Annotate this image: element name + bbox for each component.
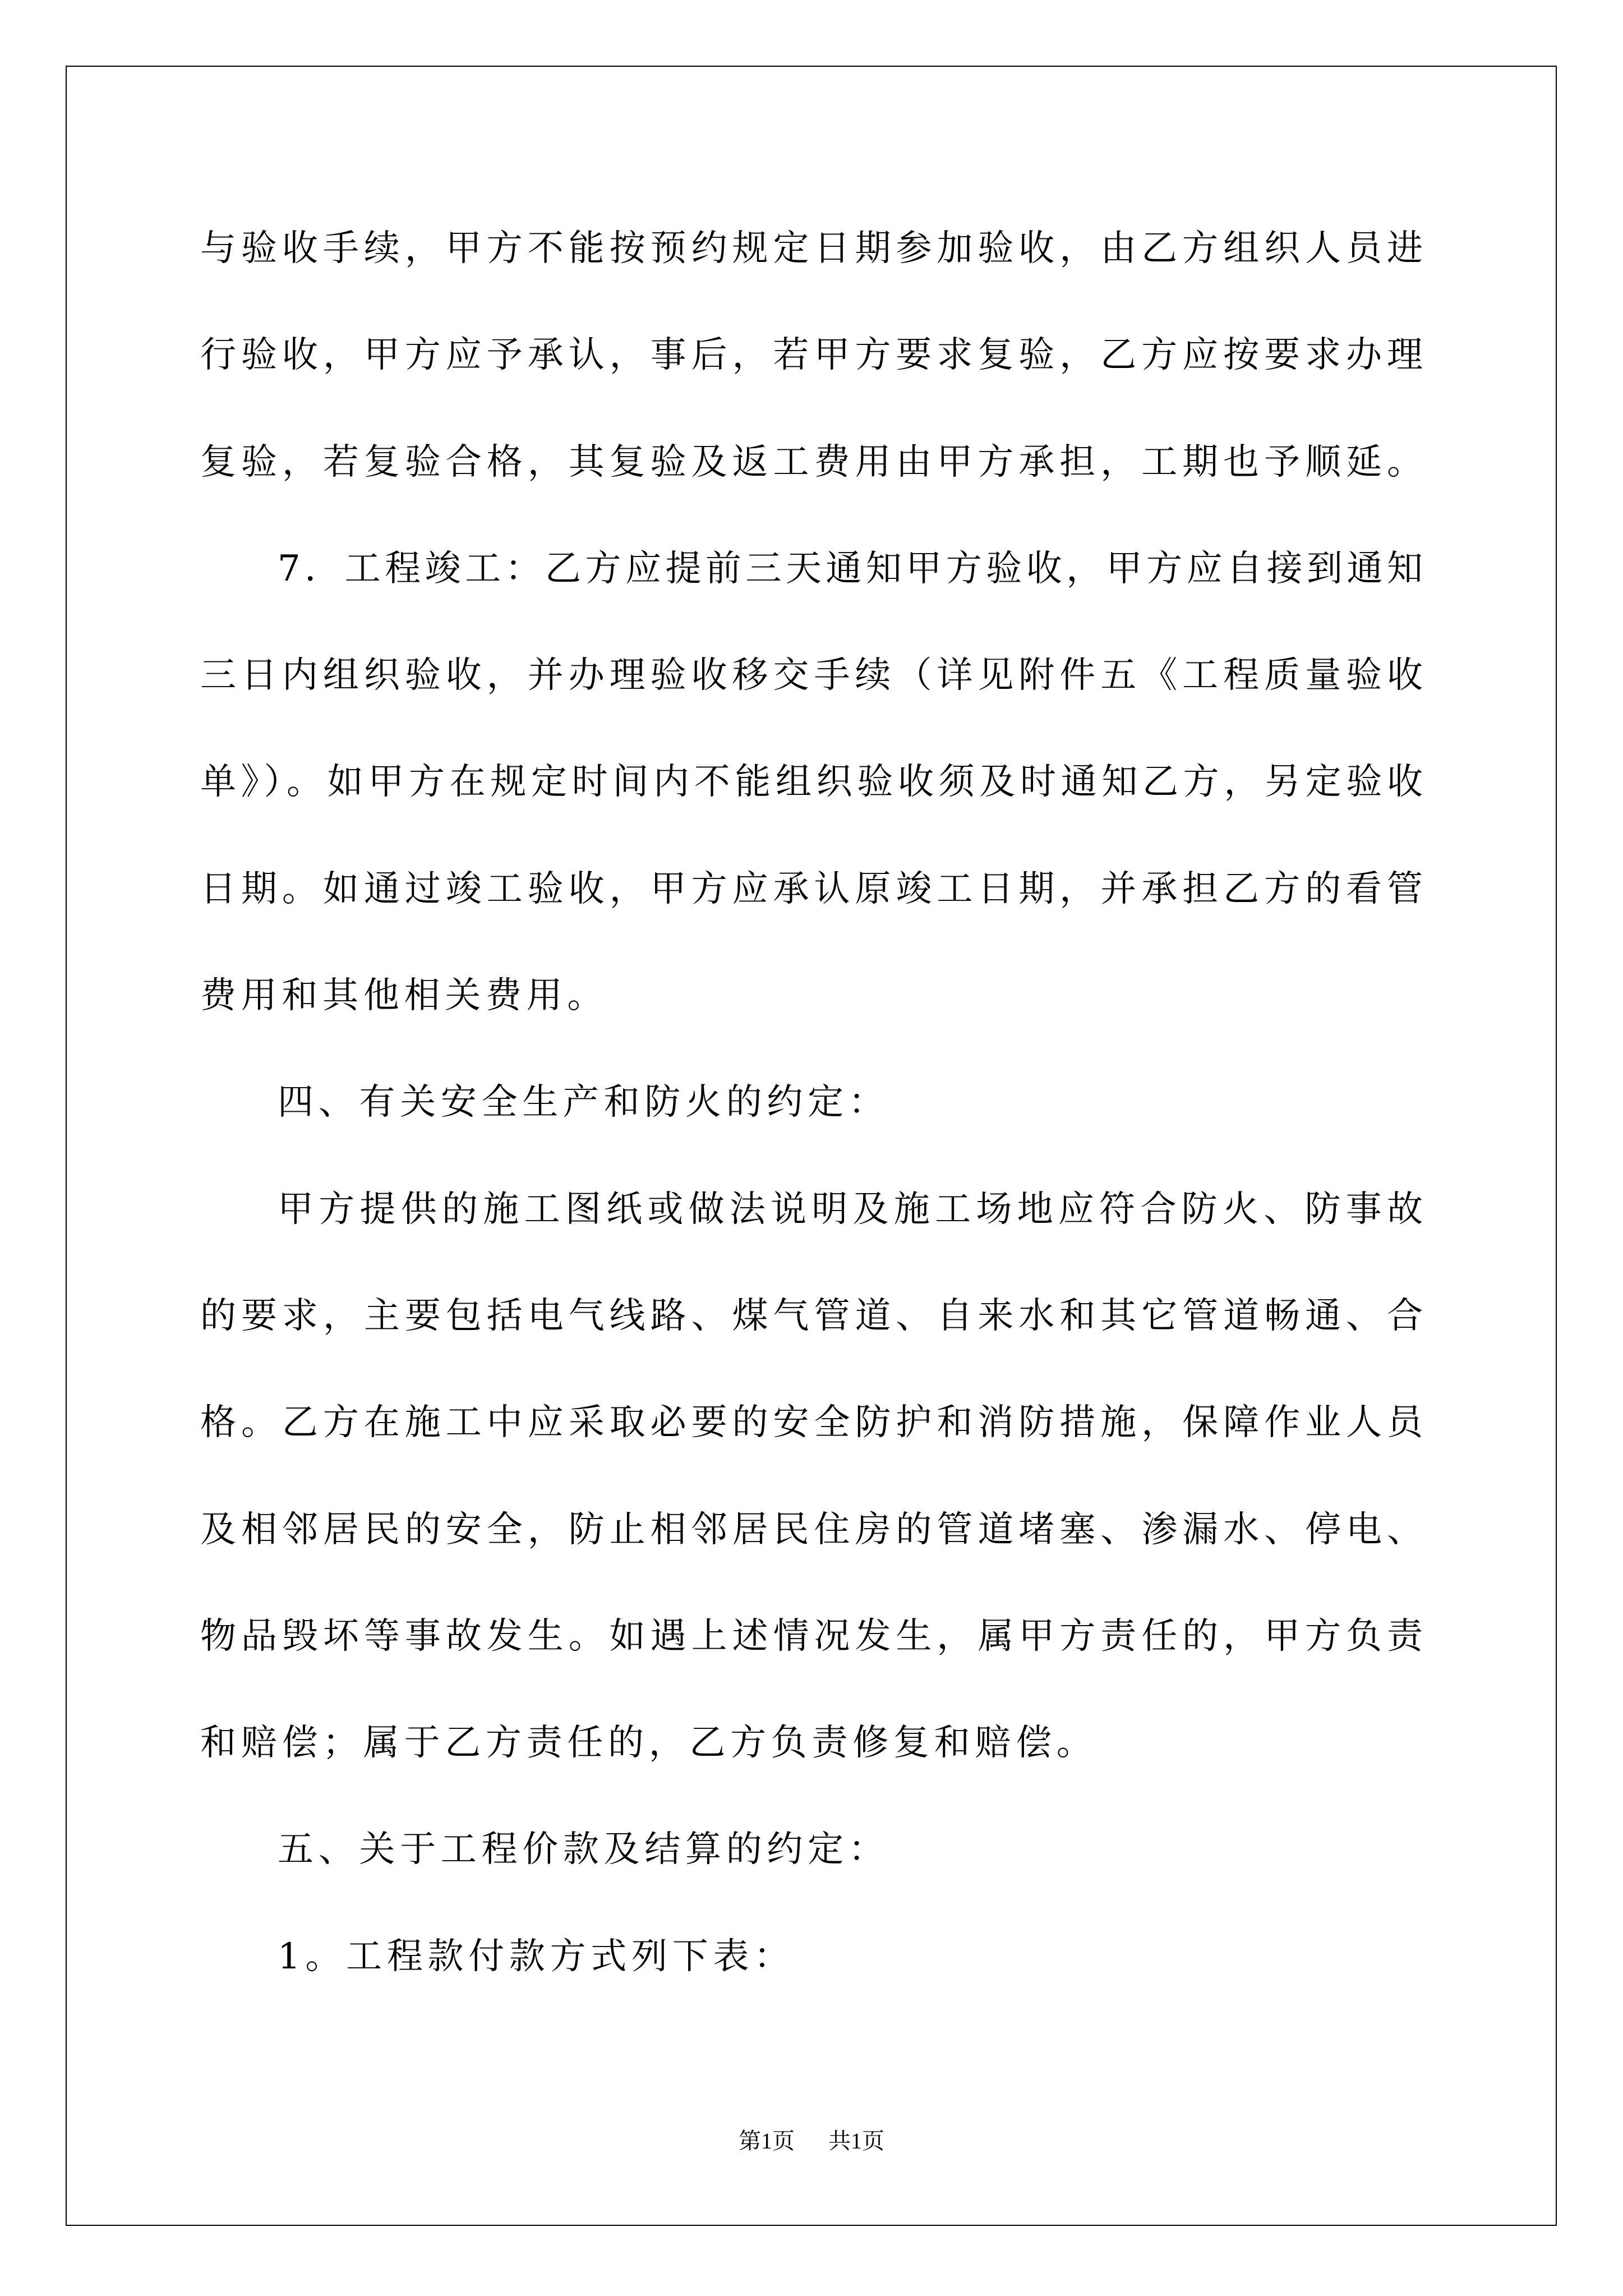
paragraph-line: 费用和其他相关费用。 bbox=[200, 975, 608, 1017]
paragraph-line: 日期。如通过竣工验收，甲方应承认原竣工日期，并承担乙方的看管 bbox=[200, 868, 1423, 910]
paragraph-line: 复验，若复验合格，其复验及返工费用由甲方承担，工期也予顺延。 bbox=[200, 441, 1423, 483]
paragraph-line: 格。乙方在施工中应采取必要的安全防护和消防措施，保障作业人员 bbox=[200, 1402, 1423, 1444]
paragraph-continued bbox=[200, 195, 1423, 516]
paragraph-line: 甲方提供的施工图纸或做法说明及施工场地应符合防火、防事故 bbox=[278, 1188, 1423, 1230]
page-footer bbox=[0, 2127, 1623, 2155]
section-heading-safety bbox=[200, 1049, 1423, 1156]
list-item: 1。工程款付款方式列下表： bbox=[278, 1935, 795, 1977]
paragraph-line: 物品毁坏等事故发生。如遇上述情况发生，属甲方责任的，甲方负责 bbox=[200, 1615, 1423, 1657]
section-heading: 四、有关安全生产和防火的约定： bbox=[278, 1082, 889, 1124]
section-heading-payment bbox=[200, 1796, 1423, 1903]
list-item-payment-method bbox=[200, 1903, 1423, 2010]
paragraph-line: 行验收，甲方应予承认，事后，若甲方要求复验，乙方应按要求办理 bbox=[200, 334, 1423, 376]
paragraph-line: 和赔偿；属于乙方责任的，乙方负责修复和赔偿。 bbox=[200, 1722, 1098, 1764]
paragraph-line: 及相邻居民的安全，防止相邻居民住房的管道堵塞、渗漏水、停电、 bbox=[200, 1508, 1423, 1550]
paragraph-line: 7．工程竣工：乙方应提前三天通知甲方验收，甲方应自接到通知 bbox=[278, 547, 1423, 590]
document-body bbox=[200, 195, 1423, 2010]
paragraph-item-7-completion bbox=[200, 516, 1423, 1049]
paragraph-line: 的要求，主要包括电气线路、煤气管道、自来水和其它管道畅通、合 bbox=[200, 1295, 1423, 1337]
paragraph-line: 与验收手续，甲方不能按预约规定日期参加验收，由乙方组织人员进 bbox=[200, 228, 1423, 269]
page-count-total: 共1页 bbox=[828, 2128, 884, 2154]
paragraph-safety bbox=[200, 1156, 1423, 1797]
paragraph-line: 三日内组织验收，并办理验收移交手续（详见附件五《工程质量验收 bbox=[200, 655, 1423, 697]
section-heading: 五、关于工程价款及结算的约定： bbox=[278, 1829, 889, 1871]
paragraph-line: 单》）。如甲方在规定时间内不能组织验收须及时通知乙方，另定验收 bbox=[200, 761, 1423, 803]
page-number-current: 第1页 bbox=[739, 2128, 795, 2154]
